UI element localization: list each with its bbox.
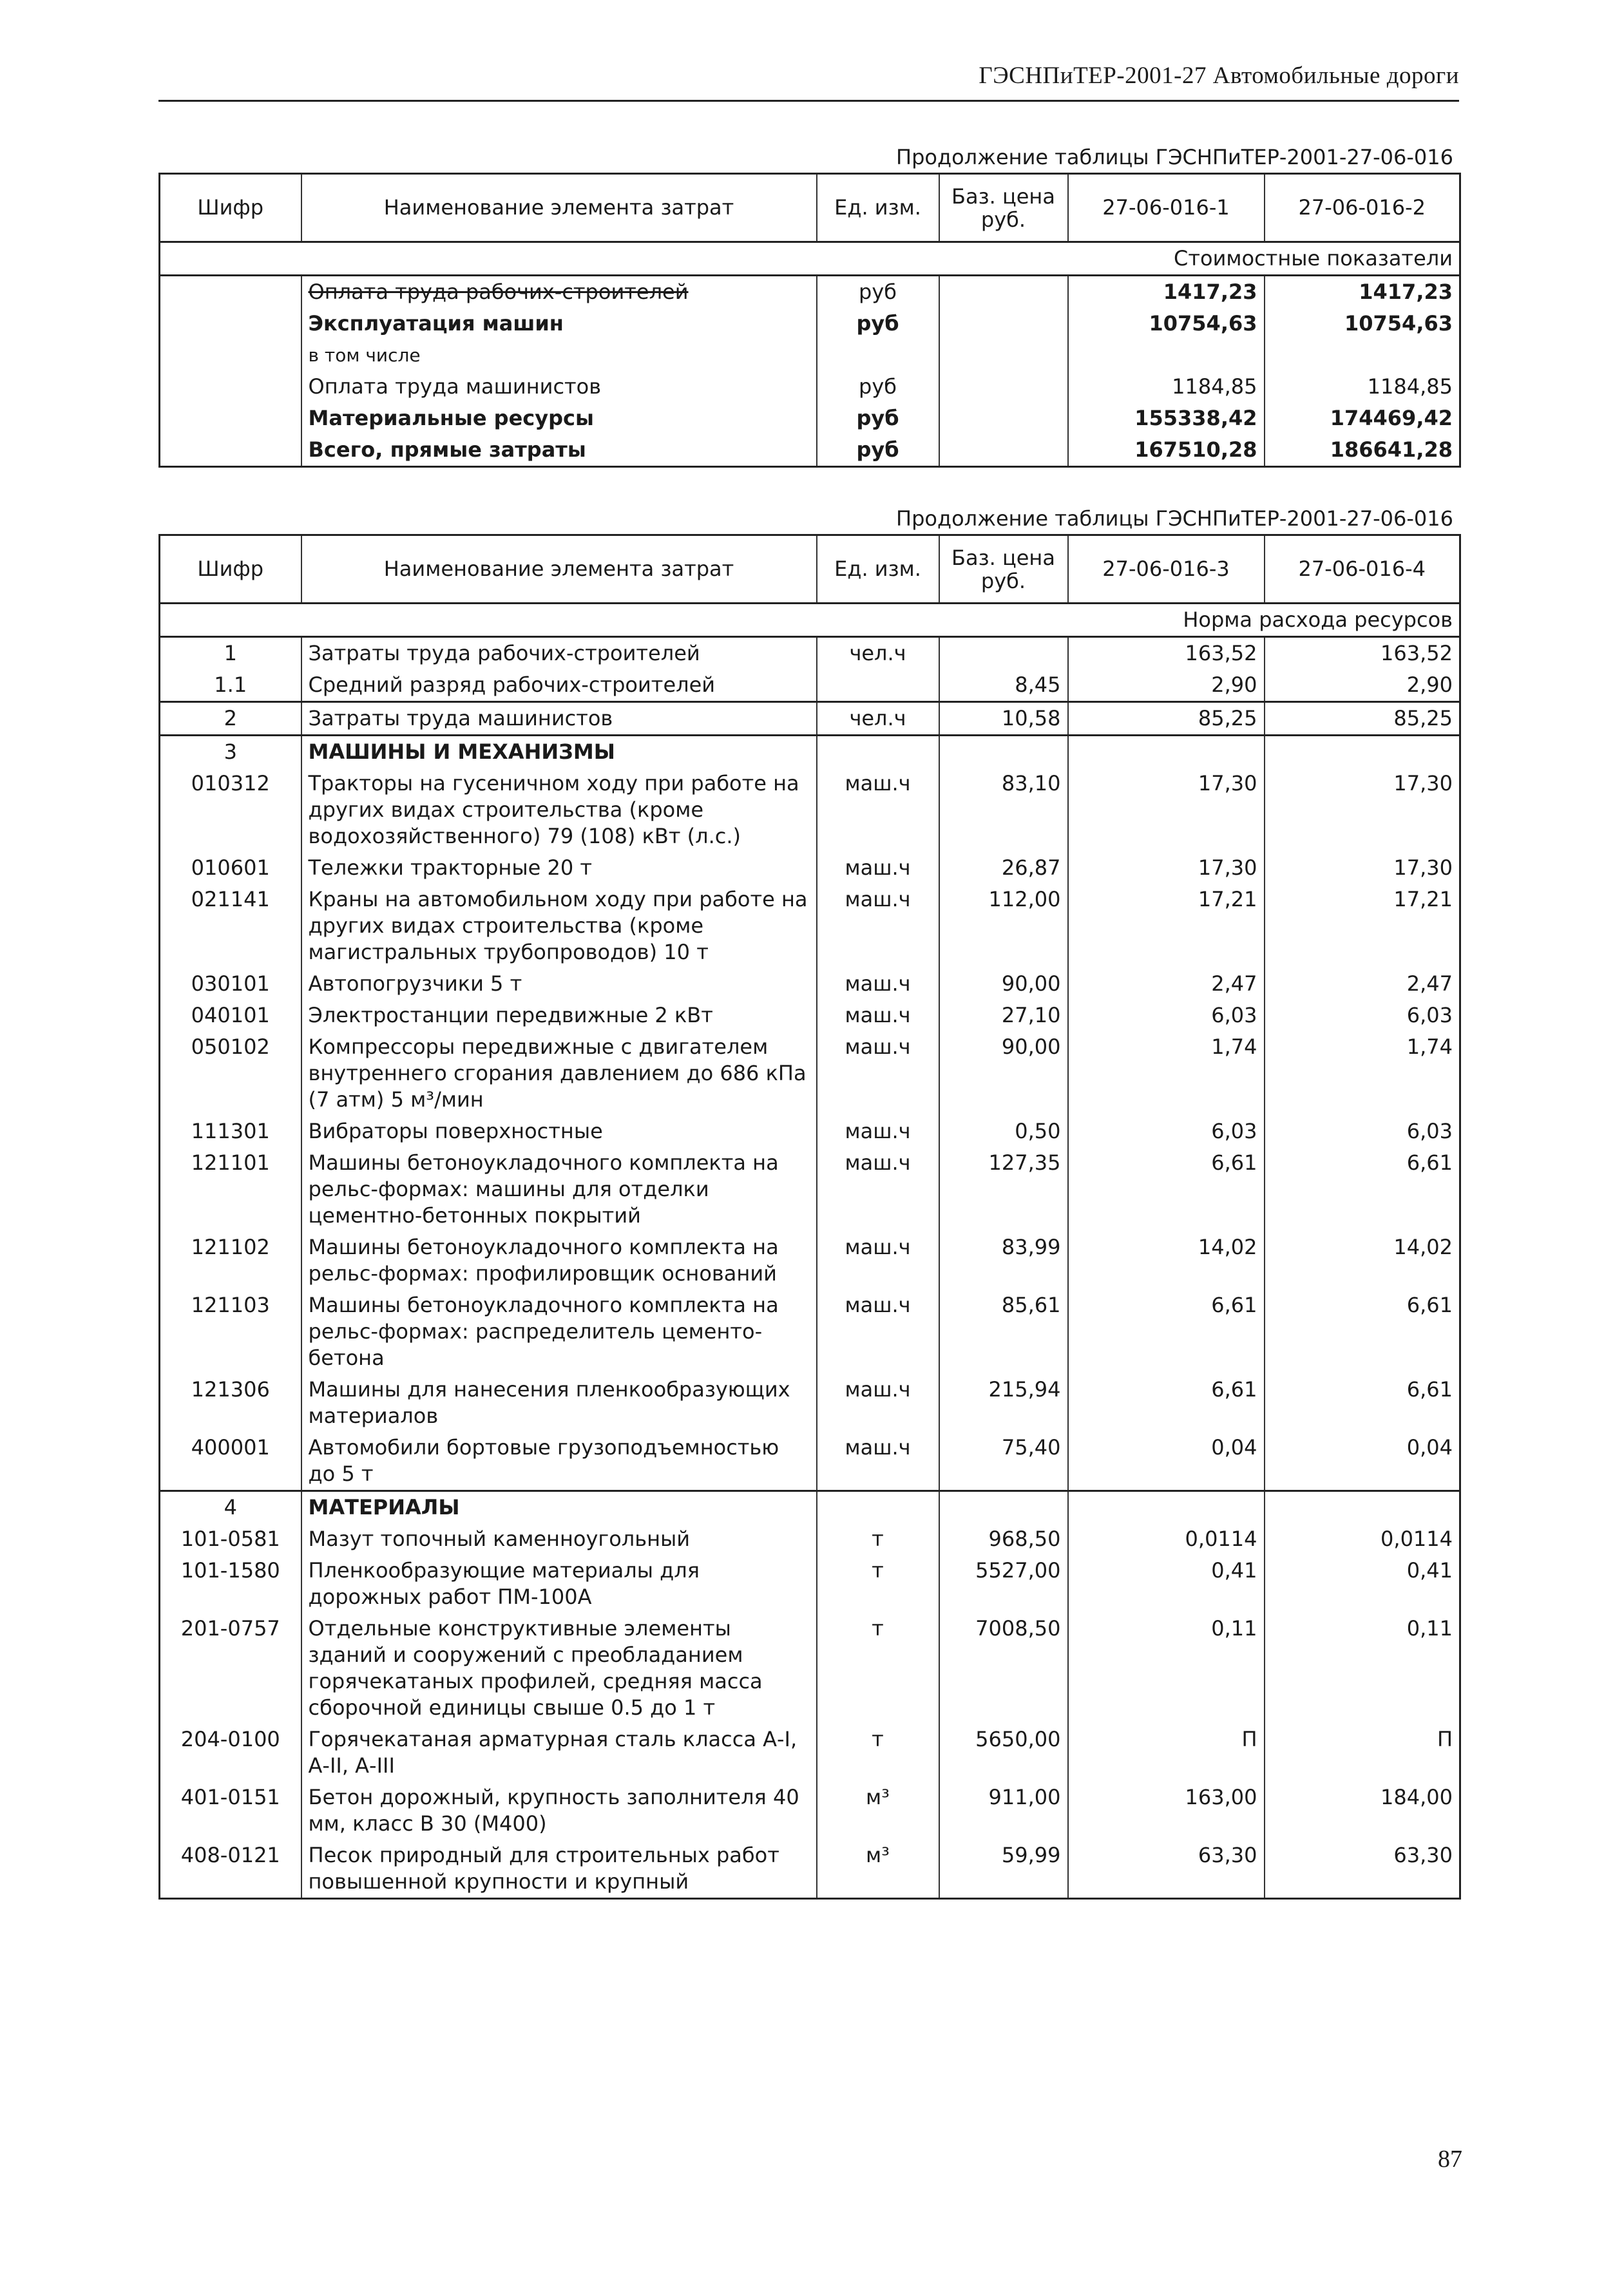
col-code: Шифр <box>160 535 301 604</box>
unit-cell: м³ <box>817 1782 939 1840</box>
value-cell: 6,03 <box>1068 1116 1265 1147</box>
code-cell: 121306 <box>160 1374 301 1432</box>
value-cell: 163,00 <box>1068 1782 1265 1840</box>
unit-cell <box>817 1491 939 1524</box>
unit-cell: руб <box>817 371 939 403</box>
value-cell: 17,30 <box>1265 768 1460 852</box>
code-cell <box>160 403 301 434</box>
table-row <box>160 1031 1460 1116</box>
value-cell <box>1068 736 1265 768</box>
value-cell: 14,02 <box>1265 1232 1460 1290</box>
value-cell: П <box>1265 1724 1460 1782</box>
table1-caption: Продолжение таблицы ГЭСНПиТЕР-2001-27-06-016 <box>896 145 1453 169</box>
price-cell: 10,58 <box>939 702 1068 736</box>
unit-cell: маш.ч <box>817 852 939 884</box>
price-cell: 968,50 <box>939 1523 1068 1555</box>
table-row <box>160 1782 1460 1840</box>
col-unit: Ед. изм. <box>817 174 939 242</box>
name-cell: Электростанции передвижные 2 кВт <box>301 1000 817 1031</box>
code-cell: 3 <box>160 736 301 768</box>
table-row <box>160 276 1460 309</box>
code-cell <box>160 371 301 403</box>
value-cell <box>1265 339 1460 371</box>
value-cell: 0,0114 <box>1068 1523 1265 1555</box>
value-cell: 1184,85 <box>1265 371 1460 403</box>
value-cell: 17,30 <box>1068 768 1265 852</box>
table-row <box>160 1147 1460 1232</box>
name-cell: Эксплуатация машин <box>301 308 817 339</box>
value-cell: 6,61 <box>1265 1374 1460 1432</box>
price-cell: 83,10 <box>939 768 1068 852</box>
name-cell: Тележки тракторные 20 т <box>301 852 817 884</box>
code-cell: 1.1 <box>160 669 301 702</box>
value-cell: 1417,23 <box>1068 276 1265 309</box>
table-row <box>160 768 1460 852</box>
table-row <box>160 403 1460 434</box>
col-name: Наименование элемента затрат <box>301 174 817 242</box>
table-row <box>160 702 1460 736</box>
code-cell: 2 <box>160 702 301 736</box>
table-row <box>160 1000 1460 1031</box>
col-unit: Ед. изм. <box>817 535 939 604</box>
price-cell: 85,61 <box>939 1290 1068 1374</box>
code-cell: 021141 <box>160 884 301 968</box>
price-cell: 59,99 <box>939 1840 1068 1899</box>
price-cell: 7008,50 <box>939 1613 1068 1724</box>
code-cell: 050102 <box>160 1031 301 1116</box>
unit-cell: маш.ч <box>817 1290 939 1374</box>
price-cell: 112,00 <box>939 884 1068 968</box>
value-cell: 1,74 <box>1265 1031 1460 1116</box>
unit-cell: м³ <box>817 1840 939 1899</box>
name-cell: Машины бетоноукладочного комплекта на рельс-формах: машины для отделки цементно-бетонных покрытий <box>301 1147 817 1232</box>
value-cell: 85,25 <box>1265 702 1460 736</box>
value-cell <box>1068 1491 1265 1524</box>
table-row <box>160 669 1460 702</box>
price-cell <box>939 308 1068 339</box>
price-cell: 5527,00 <box>939 1555 1068 1613</box>
value-cell: 10754,63 <box>1265 308 1460 339</box>
value-cell: 0,11 <box>1068 1613 1265 1724</box>
table-row <box>160 637 1460 670</box>
value-cell: 17,30 <box>1265 852 1460 884</box>
table-row <box>160 1724 1460 1782</box>
section-label: Стоимостные показатели <box>160 242 1460 276</box>
code-cell: 401-0151 <box>160 1782 301 1840</box>
price-cell: 0,50 <box>939 1116 1068 1147</box>
table-row <box>160 371 1460 403</box>
value-cell: 0,41 <box>1265 1555 1460 1613</box>
value-cell: 2,90 <box>1265 669 1460 702</box>
value-cell <box>1265 736 1460 768</box>
unit-cell: т <box>817 1555 939 1613</box>
code-cell <box>160 276 301 309</box>
code-cell: 400001 <box>160 1432 301 1491</box>
name-cell: в том числе <box>301 339 817 371</box>
table-row <box>160 1290 1460 1374</box>
code-cell: 040101 <box>160 1000 301 1031</box>
unit-cell: маш.ч <box>817 968 939 1000</box>
name-cell: Бетон дорожный, крупность заполнителя 40 мм, класс В 30 (М400) <box>301 1782 817 1840</box>
value-cell: 6,03 <box>1068 1000 1265 1031</box>
value-cell: 6,03 <box>1265 1116 1460 1147</box>
col-price: Баз. цена руб. <box>939 174 1068 242</box>
name-cell: Оплата труда рабочих-строителей <box>301 276 817 309</box>
name-cell: Краны на автомобильном ходу при работе на других видах строительства (кроме магистральных трубопроводов) 10 т <box>301 884 817 968</box>
value-cell: 6,03 <box>1265 1000 1460 1031</box>
unit-cell: руб <box>817 276 939 309</box>
value-cell: 6,61 <box>1265 1147 1460 1232</box>
code-cell: 101-1580 <box>160 1555 301 1613</box>
table-row <box>160 434 1460 467</box>
price-cell <box>939 276 1068 309</box>
value-cell: 155338,42 <box>1068 403 1265 434</box>
table-row <box>160 339 1460 371</box>
code-cell: 111301 <box>160 1116 301 1147</box>
price-cell: 90,00 <box>939 1031 1068 1116</box>
price-cell: 26,87 <box>939 852 1068 884</box>
unit-cell <box>817 339 939 371</box>
code-cell: 204-0100 <box>160 1724 301 1782</box>
name-cell: Песок природный для строительных работ повышенной крупности и крупный <box>301 1840 817 1899</box>
code-cell: 010601 <box>160 852 301 884</box>
col-name: Наименование элемента затрат <box>301 535 817 604</box>
unit-cell: руб <box>817 434 939 467</box>
value-cell: 2,47 <box>1068 968 1265 1000</box>
resource-table <box>158 534 1461 1900</box>
code-cell: 121102 <box>160 1232 301 1290</box>
value-cell: 6,61 <box>1265 1290 1460 1374</box>
name-cell: Всего, прямые затраты <box>301 434 817 467</box>
name-cell: Мазут топочный каменноугольный <box>301 1523 817 1555</box>
table-row <box>160 1613 1460 1724</box>
price-cell: 215,94 <box>939 1374 1068 1432</box>
price-cell: 90,00 <box>939 968 1068 1000</box>
unit-cell: маш.ч <box>817 1116 939 1147</box>
price-cell <box>939 637 1068 670</box>
table-row <box>160 1523 1460 1555</box>
value-cell: 167510,28 <box>1068 434 1265 467</box>
price-cell <box>939 371 1068 403</box>
cost-table <box>158 173 1461 468</box>
value-cell: 2,90 <box>1068 669 1265 702</box>
value-cell: 1184,85 <box>1068 371 1265 403</box>
value-cell: 14,02 <box>1068 1232 1265 1290</box>
name-cell: Материальные ресурсы <box>301 403 817 434</box>
code-cell: 201-0757 <box>160 1613 301 1724</box>
price-cell: 5650,00 <box>939 1724 1068 1782</box>
value-cell: 0,04 <box>1265 1432 1460 1491</box>
value-cell: 6,61 <box>1068 1290 1265 1374</box>
name-cell: Тракторы на гусеничном ходу при работе на других видах строительства (кроме водохозяйственного) 79 (108) кВт (л.с.) <box>301 768 817 852</box>
value-cell: П <box>1068 1724 1265 1782</box>
value-cell: 0,11 <box>1265 1613 1460 1724</box>
unit-cell: маш.ч <box>817 1000 939 1031</box>
table-row <box>160 1374 1460 1432</box>
value-cell: 85,25 <box>1068 702 1265 736</box>
price-cell: 75,40 <box>939 1432 1068 1491</box>
price-cell <box>939 1491 1068 1524</box>
value-cell: 186641,28 <box>1265 434 1460 467</box>
price-cell <box>939 403 1068 434</box>
table-row <box>160 884 1460 968</box>
value-cell: 63,30 <box>1265 1840 1460 1899</box>
name-cell: Компрессоры передвижные с двигателем внутреннего сгорания давлением до 686 кПа (7 атм) 5 м³/мин <box>301 1031 817 1116</box>
value-cell: 174469,42 <box>1265 403 1460 434</box>
unit-cell: т <box>817 1724 939 1782</box>
name-cell: Горячекатаная арматурная сталь класса А-I, А-II, А-III <box>301 1724 817 1782</box>
value-cell: 1417,23 <box>1265 276 1460 309</box>
code-cell: 1 <box>160 637 301 670</box>
unit-cell: маш.ч <box>817 1374 939 1432</box>
table-row <box>160 1232 1460 1290</box>
name-cell: МАТЕРИАЛЫ <box>301 1491 817 1524</box>
code-cell: 030101 <box>160 968 301 1000</box>
name-cell: Отдельные конструктивные элементы зданий и сооружений с преобладанием горячекатаных профилей, средняя масса сборочной единицы свыше 0.5 до 1 т <box>301 1613 817 1724</box>
code-cell <box>160 434 301 467</box>
value-cell: 1,74 <box>1068 1031 1265 1116</box>
table-row <box>160 968 1460 1000</box>
col-v2: 27-06-016-4 <box>1265 535 1460 604</box>
table-row <box>160 1432 1460 1491</box>
name-cell: Вибраторы поверхностные <box>301 1116 817 1147</box>
page-number: 87 <box>1438 2146 1462 2173</box>
name-cell: Машины бетоноукладочного комплекта на рельс-формах: профилировщик оснований <box>301 1232 817 1290</box>
table-row <box>160 1116 1460 1147</box>
price-cell: 127,35 <box>939 1147 1068 1232</box>
unit-cell: маш.ч <box>817 1232 939 1290</box>
code-cell <box>160 308 301 339</box>
value-cell: 10754,63 <box>1068 308 1265 339</box>
unit-cell: чел.ч <box>817 702 939 736</box>
value-cell: 6,61 <box>1068 1374 1265 1432</box>
unit-cell: т <box>817 1523 939 1555</box>
name-cell: Затраты труда рабочих-строителей <box>301 637 817 670</box>
code-cell: 101-0581 <box>160 1523 301 1555</box>
price-cell <box>939 736 1068 768</box>
value-cell: 0,0114 <box>1265 1523 1460 1555</box>
col-v1: 27-06-016-3 <box>1068 535 1265 604</box>
price-cell: 8,45 <box>939 669 1068 702</box>
value-cell: 0,41 <box>1068 1555 1265 1613</box>
unit-cell <box>817 669 939 702</box>
code-cell: 408-0121 <box>160 1840 301 1899</box>
table2-caption: Продолжение таблицы ГЭСНПиТЕР-2001-27-06-016 <box>896 506 1453 531</box>
table-row <box>160 308 1460 339</box>
value-cell: 63,30 <box>1068 1840 1265 1899</box>
table-row <box>160 1491 1460 1524</box>
price-cell: 27,10 <box>939 1000 1068 1031</box>
price-cell <box>939 339 1068 371</box>
code-cell: 4 <box>160 1491 301 1524</box>
table-row <box>160 736 1460 768</box>
code-cell: 010312 <box>160 768 301 852</box>
code-cell <box>160 339 301 371</box>
col-price: Баз. цена руб. <box>939 535 1068 604</box>
name-cell: Оплата труда машинистов <box>301 371 817 403</box>
value-cell <box>1068 339 1265 371</box>
header-rule <box>158 100 1459 102</box>
unit-cell: т <box>817 1613 939 1724</box>
unit-cell: руб <box>817 403 939 434</box>
value-cell: 184,00 <box>1265 1782 1460 1840</box>
unit-cell: маш.ч <box>817 1147 939 1232</box>
value-cell: 6,61 <box>1068 1147 1265 1232</box>
col-v2: 27-06-016-2 <box>1265 174 1460 242</box>
unit-cell: маш.ч <box>817 884 939 968</box>
code-cell: 121103 <box>160 1290 301 1374</box>
name-cell: Затраты труда машинистов <box>301 702 817 736</box>
name-cell: Машины бетоноукладочного комплекта на рельс-формах: распределитель цементо-бетона <box>301 1290 817 1374</box>
value-cell: 17,21 <box>1265 884 1460 968</box>
col-code: Шифр <box>160 174 301 242</box>
price-cell: 911,00 <box>939 1782 1068 1840</box>
table-row <box>160 1840 1460 1899</box>
value-cell: 2,47 <box>1265 968 1460 1000</box>
value-cell: 163,52 <box>1265 637 1460 670</box>
code-cell: 121101 <box>160 1147 301 1232</box>
value-cell: 163,52 <box>1068 637 1265 670</box>
unit-cell: маш.ч <box>817 1432 939 1491</box>
table-row <box>160 852 1460 884</box>
name-cell: Машины для нанесения пленкообразующих материалов <box>301 1374 817 1432</box>
name-cell: МАШИНЫ И МЕХАНИЗМЫ <box>301 736 817 768</box>
name-cell: Автопогрузчики 5 т <box>301 968 817 1000</box>
unit-cell: чел.ч <box>817 637 939 670</box>
value-cell: 17,30 <box>1068 852 1265 884</box>
unit-cell: руб <box>817 308 939 339</box>
value-cell <box>1265 1491 1460 1524</box>
col-v1: 27-06-016-1 <box>1068 174 1265 242</box>
unit-cell <box>817 736 939 768</box>
unit-cell: маш.ч <box>817 1031 939 1116</box>
value-cell: 17,21 <box>1068 884 1265 968</box>
name-cell: Автомобили бортовые грузоподъемностью до 5 т <box>301 1432 817 1491</box>
section-label: Норма расхода ресурсов <box>160 604 1460 637</box>
unit-cell: маш.ч <box>817 768 939 852</box>
name-cell: Средний разряд рабочих-строителей <box>301 669 817 702</box>
value-cell: 0,04 <box>1068 1432 1265 1491</box>
price-cell <box>939 434 1068 467</box>
table-row <box>160 1555 1460 1613</box>
price-cell: 83,99 <box>939 1232 1068 1290</box>
document-title: ГЭСНПиТЕР-2001-27 Автомобильные дороги <box>979 62 1459 89</box>
name-cell: Пленкообразующие материалы для дорожных работ ПМ-100А <box>301 1555 817 1613</box>
